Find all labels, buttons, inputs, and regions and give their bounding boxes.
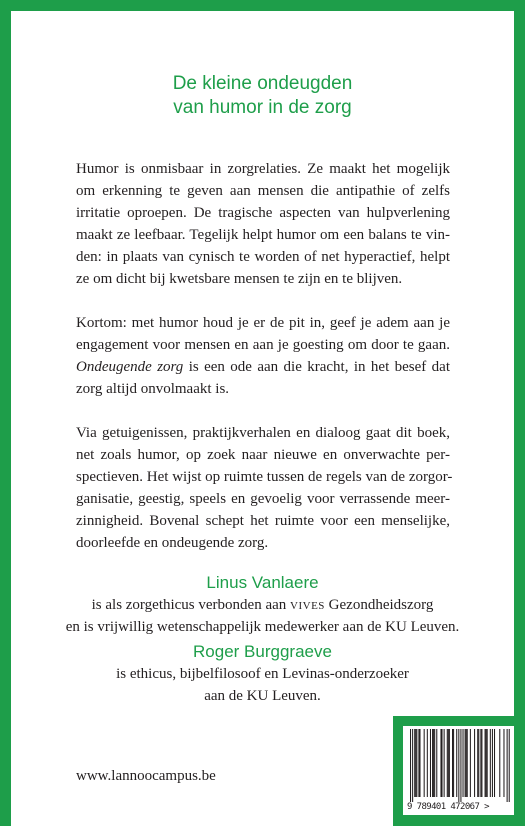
blurb-line: zorg altijd onvolmaakt is.: [76, 381, 230, 397]
blurb-paragraph-2: [76, 312, 450, 400]
barcode-icon: [403, 726, 514, 802]
barcode-bar: [477, 729, 478, 797]
author-bio-2: [0, 641, 525, 707]
barcode-bar: [467, 729, 468, 797]
publisher-website[interactable]: www.lannoocampus.be: [76, 768, 216, 784]
barcode-bar: [456, 729, 457, 797]
barcode-bar: [492, 729, 493, 797]
author-bio-text: is als zorgethicus verbonden aan: [91, 597, 291, 613]
blurb-line: Kortom: met humor houd je er de pit in, geef je adem aan je: [76, 315, 450, 331]
barcode-bar: [480, 729, 481, 797]
barcode-bar: [481, 729, 482, 797]
barcode-bar: [434, 729, 435, 797]
book-title-italic: Ondeugende zorg: [76, 359, 184, 375]
blurb-line: ze om dicht bij kwetsbare mensen te zijn en te blijven.: [76, 271, 403, 287]
barcode-bar: [414, 729, 415, 797]
barcode-bar: [430, 729, 431, 797]
blurb-line: spectieven. Het wijst op ruimte tussen de regels van de zorgor-: [76, 469, 453, 485]
barcode-bar: [433, 729, 434, 797]
barcode-bar: [509, 729, 510, 802]
title-line-1: De kleine ondeugden: [172, 73, 353, 94]
blurb-text: is een ode aan die kracht, in het besef dat: [183, 359, 450, 375]
blurb-line: om erkenning te geven aan mensen die antipathie of zelfs: [76, 183, 450, 199]
barcode-bar: [458, 729, 459, 802]
barcode-bar: [427, 729, 428, 797]
blurb-paragraph-1: [76, 158, 450, 290]
barcode-bar: [487, 729, 488, 797]
barcode-bar: [442, 729, 443, 797]
blurb: [76, 158, 453, 576]
barcode-bar: [418, 729, 419, 797]
barcode-bar: [415, 729, 416, 797]
author-bio-1: [0, 572, 525, 638]
barcode-box: [403, 726, 514, 815]
barcode-bar: [499, 729, 500, 797]
barcode-bar: [494, 729, 495, 797]
barcode-bar: [478, 729, 479, 797]
barcode-bar: [490, 729, 491, 797]
barcode-bar: [465, 729, 466, 797]
barcode-bar: [503, 729, 504, 797]
barcode-bar: [463, 729, 464, 797]
barcode-bar: [410, 729, 411, 802]
barcode-digits: 9 789401 472067 >: [407, 802, 489, 812]
barcode-bar: [474, 729, 475, 797]
barcode-bar: [470, 729, 471, 797]
author-bio-line: is ethicus, bijbelfilosoof en Levinas-onderzoeker: [116, 666, 409, 682]
barcode-bar: [424, 729, 425, 797]
blurb-line: zinnigheid. Bovenal schept het ruimte voor een menselijke,: [76, 513, 450, 529]
barcode-bar: [448, 729, 449, 797]
barcode-bar: [449, 729, 450, 797]
author-name: Roger Burggraeve: [193, 642, 332, 661]
barcode-bar: [436, 729, 437, 797]
book-title: [0, 72, 525, 120]
barcode-bar: [460, 729, 461, 802]
barcode-bar: [444, 729, 445, 797]
barcode-bar: [419, 729, 420, 797]
blurb-line: den: in plaats van cynisch te worden of net hyperactief, helpt: [76, 249, 450, 265]
author-bio-line: aan de KU Leuven.: [204, 688, 321, 704]
blurb-line: engagement voor mensen en aan je goesting om door te gaan.: [76, 337, 450, 353]
blurb-line: irritatie oproepen. De tragische aspecten van hulpverlening: [76, 205, 450, 221]
blurb-paragraph-3: [76, 422, 453, 554]
barcode-panel: [393, 716, 525, 826]
barcode-bar: [416, 729, 417, 797]
author-bio-line: [0, 594, 525, 616]
green-frame-top: [0, 0, 525, 11]
blurb-line: Via getuigenissen, praktijkverhalen en dialoog gaat dit boek,: [76, 425, 450, 441]
barcode-bar: [432, 729, 433, 797]
blurb-line: [76, 356, 450, 378]
organization-name: vives: [290, 597, 325, 613]
blurb-line: maakt ze leefbaar. Tegelijk helpt humor om een balans te vin-: [76, 227, 450, 243]
barcode-bar: [412, 729, 413, 802]
blurb-line: ganisatie, geestig, speels en gevoelig voor verrassende meer-: [76, 491, 450, 507]
barcode-bar: [440, 729, 441, 797]
blurb-line: net zoals humor, op zoek naar nieuwe en onverwachte per-: [76, 447, 450, 463]
barcode-bar: [485, 729, 486, 797]
barcode-bar: [466, 729, 467, 797]
barcode-bar: [507, 729, 508, 802]
barcode-bar: [453, 729, 454, 797]
author-name: Linus Vanlaere: [206, 573, 319, 592]
barcode-bar: [486, 729, 487, 797]
barcode-bar: [452, 729, 453, 797]
title-line-2: van humor in de zorg: [173, 97, 352, 118]
blurb-line: doorleefde en ondeugende zorg.: [76, 535, 269, 551]
barcode-bar: [447, 729, 448, 797]
author-bio-text: Gezondheidszorg: [324, 597, 434, 613]
author-bio-line: en is vrijwillig wetenschappelijk medewerker aan de KU Leuven.: [65, 619, 460, 635]
blurb-line: Humor is onmisbaar in zorgrelaties. Ze maakt het mogelijk: [76, 161, 450, 177]
author-section: [0, 572, 525, 707]
